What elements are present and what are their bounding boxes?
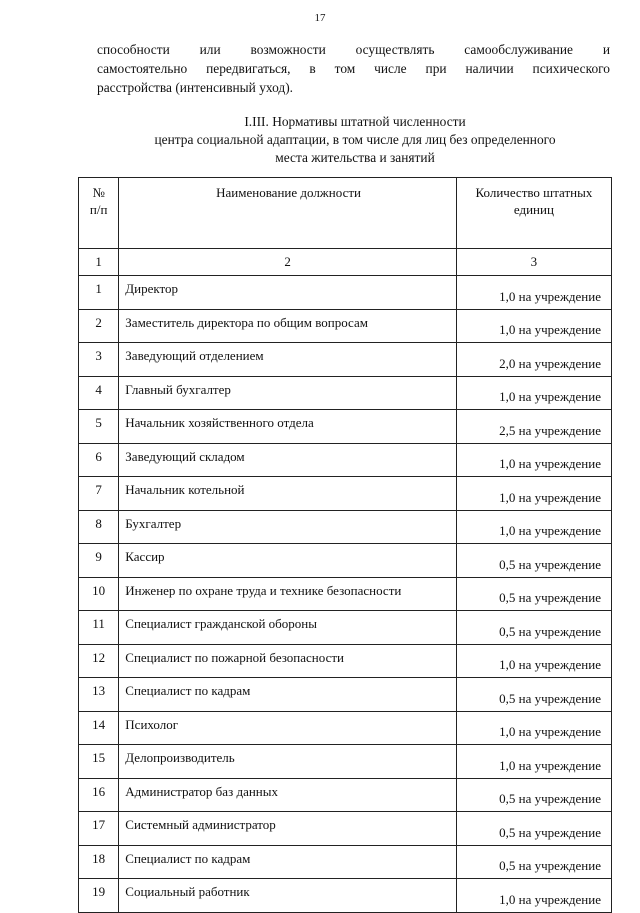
header-quantity: Количество штатных единиц	[456, 178, 611, 249]
position-name: Делопроизводитель	[119, 745, 457, 779]
header-position-name: Наименование должности	[119, 178, 457, 249]
intro-line: способности или возможности осуществлять самообслуживание и	[97, 42, 610, 57]
row-number: 9	[79, 544, 119, 578]
position-name: Специалист гражданской обороны	[119, 611, 457, 645]
table-row	[79, 778, 612, 812]
position-name: Социальный работник	[119, 879, 457, 913]
table-row	[79, 711, 612, 745]
heading-line: I.III. Нормативы штатной численности	[244, 114, 466, 129]
staff-quantity: 0,5 на учреждение	[456, 678, 611, 712]
staff-quantity: 1,0 на учреждение	[456, 309, 611, 343]
staff-quantity: 0,5 на учреждение	[456, 544, 611, 578]
column-index: 1	[79, 249, 119, 276]
heading-line: центра социальной адаптации, в том числе для лиц без определенного	[154, 132, 556, 147]
staff-quantity: 0,5 на учреждение	[456, 812, 611, 846]
position-name: Системный администратор	[119, 812, 457, 846]
intro-line: самостоятельно передвигаться, в том числе при наличии психического	[97, 61, 610, 76]
table-row	[79, 611, 612, 645]
section-heading	[100, 113, 610, 167]
header-number	[79, 178, 119, 249]
staff-quantity: 1,0 на учреждение	[456, 879, 611, 913]
row-number: 17	[79, 812, 119, 846]
table-row	[79, 845, 612, 879]
heading-line: места жительства и занятий	[275, 150, 435, 165]
table-row	[79, 644, 612, 678]
position-name: Начальник котельной	[119, 477, 457, 511]
table-header-row	[79, 178, 612, 249]
table-row	[79, 376, 612, 410]
position-name: Заведующий отделением	[119, 343, 457, 377]
row-number: 5	[79, 410, 119, 444]
row-number: 1	[79, 276, 119, 310]
intro-line: расстройства (интенсивный уход).	[97, 80, 294, 95]
header-number-abbr: п/п	[89, 202, 108, 217]
row-number: 2	[79, 309, 119, 343]
position-name: Инженер по охране труда и технике безопасности	[119, 577, 457, 611]
position-name: Специалист по кадрам	[119, 678, 457, 712]
staff-quantity: 0,5 на учреждение	[456, 611, 611, 645]
table-row	[79, 443, 612, 477]
column-index: 2	[119, 249, 457, 276]
row-number: 10	[79, 577, 119, 611]
staff-quantity: 1,0 на учреждение	[456, 745, 611, 779]
table-row	[79, 577, 612, 611]
header-number-symbol: №	[92, 185, 105, 200]
table-row	[79, 544, 612, 578]
position-name: Специалист по пожарной безопасности	[119, 644, 457, 678]
staff-quantity: 1,0 на учреждение	[456, 510, 611, 544]
row-number: 11	[79, 611, 119, 645]
table-row	[79, 678, 612, 712]
position-name: Заместитель директора по общим вопросам	[119, 309, 457, 343]
row-number: 6	[79, 443, 119, 477]
staff-quantity: 0,5 на учреждение	[456, 845, 611, 879]
column-index: 3	[456, 249, 611, 276]
page-number: 17	[314, 12, 326, 24]
row-number: 14	[79, 711, 119, 745]
row-number: 12	[79, 644, 119, 678]
row-number: 8	[79, 510, 119, 544]
position-name: Бухгалтер	[119, 510, 457, 544]
intro-paragraph	[97, 40, 610, 97]
row-number: 7	[79, 477, 119, 511]
table-body	[79, 276, 612, 913]
position-name: Администратор баз данных	[119, 778, 457, 812]
staff-quantity: 1,0 на учреждение	[456, 276, 611, 310]
row-number: 18	[79, 845, 119, 879]
staff-quantity: 2,0 на учреждение	[456, 343, 611, 377]
position-name: Специалист по кадрам	[119, 845, 457, 879]
row-number: 15	[79, 745, 119, 779]
table-row	[79, 276, 612, 310]
staff-quantity: 1,0 на учреждение	[456, 644, 611, 678]
row-number: 19	[79, 879, 119, 913]
table-row	[79, 477, 612, 511]
table-row	[79, 343, 612, 377]
table-row	[79, 309, 612, 343]
staff-quantity: 1,0 на учреждение	[456, 711, 611, 745]
staff-quantity: 1,0 на учреждение	[456, 477, 611, 511]
table-row	[79, 745, 612, 779]
staff-quantity: 1,0 на учреждение	[456, 376, 611, 410]
staffing-table	[78, 177, 612, 913]
staff-quantity: 1,0 на учреждение	[456, 443, 611, 477]
position-name: Начальник хозяйственного отдела	[119, 410, 457, 444]
position-name: Главный бухгалтер	[119, 376, 457, 410]
row-number: 13	[79, 678, 119, 712]
table-row	[79, 410, 612, 444]
position-name: Заведующий складом	[119, 443, 457, 477]
column-index-row	[79, 249, 612, 276]
staff-quantity: 0,5 на учреждение	[456, 778, 611, 812]
row-number: 3	[79, 343, 119, 377]
position-name: Психолог	[119, 711, 457, 745]
position-name: Директор	[119, 276, 457, 310]
position-name: Кассир	[119, 544, 457, 578]
table-row	[79, 812, 612, 846]
staff-quantity: 2,5 на учреждение	[456, 410, 611, 444]
row-number: 16	[79, 778, 119, 812]
staff-quantity: 0,5 на учреждение	[456, 577, 611, 611]
row-number: 4	[79, 376, 119, 410]
table-row	[79, 879, 612, 913]
table-row	[79, 510, 612, 544]
